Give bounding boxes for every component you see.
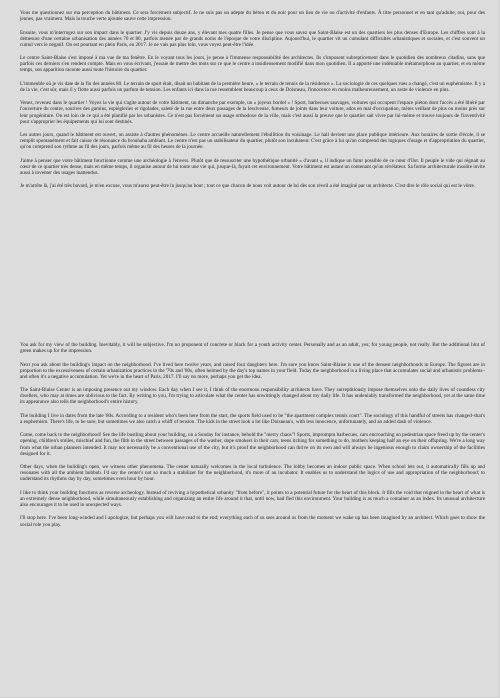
- french-paragraph: Je m'arrête là, j'ai été très bavard, je m'en excuse, vous m'aurez peut-être lu jusqu'au bout ; tout ce que chacun de nous voit autour de lui dès son réveil a été imaginé par un architecte. C'est dire le rôle social qui est le vôtre.: [20, 183, 476, 190]
- french-paragraph: Venez, revenez dans le quartier ! Voyez la vie qui s'agite autour de votre bâtiment, un dimanche par exemple, un « joyeux bordel » ! Sport, barbecues sauvages, voitures qui occupent l'espace piéton dont l'accès a été libéré par l'ouverture du centre, sourires des gamins, espiègleries et rigolades, saleté de la rue entre deux passages de la lessiveuse, fumeurs de joints dans leur voiture, ados en mal d'occupation, mères veillant de plus ou moins près sur leur progéniture. On est loin de ce qui a été planifié par les urbanistes. Ce n'est pas forcément un usage orthodoxe de la ville, mais c'est aussi la preuve que le quartier sait vivre par lui-même et trouve toujours de l'inventivité pour s'approprier les équipements qui lui sont destinés.: [20, 100, 485, 125]
- english-paragraph: I'll stop here. I've been long-winded and I apologize, but perhaps you will have read to the end; everything each of us sees around us from the moment we wake up has been imagined by an architect. Which goes to show the social role you play.: [20, 515, 485, 528]
- french-letter: [20, 10, 485, 197]
- english-paragraph: You ask for my view of the building. Inevitably, it will be subjective. I'm no proponent of concrete or black for a youth activity center. Personally and as an adult, yes; for young people, not really. But the additional hint of green makes up for the impression.: [20, 342, 485, 355]
- french-paragraph: L'immeuble où je vis date de la fin des années 80. Le terrain de sport était, disait un habitant de la première heure, « le terrain de tennis de la résidence ». La sociologie de ces quelques rues a changé, c'est un euphémisme. Il y a de la vie, c'est sûr, mais il y flotte aussi parfois un parfum de tension. Les enfants ici dans la rue ressemblent beaucoup à ceux de Doisneau, l'innocence en moins malheureusement, un zeste de violence en plus.: [20, 80, 485, 93]
- english-paragraph: Come, come back to the neighborhood! See the life bustling about your building, on a Sunday for instance, behold the "merry chaos"! Sports, impromptu barbecues, cars encroaching on pedestrian space freed up by the center's opening, children's smiles, mischief and fun, the filth in the street between passages of the washer, dope smokers in their cars, teens itching for something to do, mothers keeping half an eye on their offspring. We're a long way from what the urban planners intended. It may not necessarily be a conventional use of the city, but it's proof the neighborhood can thrive on its own and will always be ingenious enough to claim ownership of the facilities designed for it.: [20, 432, 485, 457]
- french-paragraph: Les autres jours, quand le bâtiment est ouvert, on assiste à d'autres phénomènes. Le centre accueille naturellement l'ébullition du voisinage. Le hall devient une place publique intérieure. Aux horaires de sortie d'école, il se remplit spontanément et fait caisse de résonance du brouhaha ambiant. Le centre n'est pas un stabilisateur du quartier, plutôt son incubateur. C'est grâce à lui qu'on comprend des logiques d'usage et d'appropriation du quartier, qu'on comprend son rythme au fil des jours, parfois même au fil des heures de la journée.: [20, 132, 485, 151]
- english-paragraph: Next you ask about the building's impact on the neighborhood. I've lived here twelve years, and raised four daughters here. I'm sure you know Saint-Blaise is one of the densest neighborhoods in Europe. The figures are in proportion to the excessiveness of certain urbanization practices in the '70s and '80s, often helmed by the day's top names in your field. Today the neighborhood is a living place that accumulates social and urbanistic problems–and often it's a negative accumulation. Yet we're in the heart of Paris, 2017. I'll say no more, perhaps you get the idea.: [20, 361, 485, 380]
- english-paragraph: The building I live in dates from the late '80s. According to a resident who's been here from the start, the sports field used to be "the apartment complex tennis court". The sociology of this handful of streets has changed–that's a euphemism. There's life, to be sure, but sometimes we also catch a whiff of tension. The kids in the street look a lot like Doisneau's, with less innocence, unfortunately, and an added dash of violence.: [20, 412, 485, 425]
- english-paragraph: Other days, when the building's open, we witness other phenomena. The center naturally welcomes in the local turbulence. The lobby becomes an indoor public space. When school lets out, it automatically fills up and resonates with all the ambient hubbub. I'd say the center's not so much a stabilizer for the neighborhood, it's more of an incubator. It enables us to understand the logics of use and appropriation of the neighborhood; to understand its rhythms day by day, sometimes even hour by hour.: [20, 464, 485, 483]
- french-paragraph: Ensuite, vous m'interrogez sur son impact dans le quartier. J'y vis depuis douze ans, y élevant mes quatre filles. Je pense que vous savez que Saint-Blaise est un des quartiers les plus denses d'Europe. Les chiffres sont à la démesure d'une certaine urbanisation des années 70 et 80, parfois menée par de grands noms de l'époque de votre discipline. Aujourd'hui, le quartier vit un cumulant difficultés urbanistiques et sociales, et c'est souvent un cumul vers le négatif. On est pourtant en plein Paris, en 2017. Je ne vais pas plus loin, vous voyez peut-être l'idée.: [20, 29, 485, 48]
- french-paragraph: J'aime à penser que votre bâtiment fonctionne comme une archéologie à l'envers. Plutôt que de ressusciter une hypothétique urbanité « d'avant », il indique un futur possible de ce cœur d'îlot. Il peuple le vide qui régnait au cœur de ce quartier très dense, mais en même temps, il organise autour de lui toute une vie qui, jusque-là, fuyait cet environnement. Votre bâtiment est autant un contenant qu'un révélateur. Sa forme architecturale insolite invite aussi à inventer des usages inattendus.: [20, 157, 485, 177]
- french-paragraph: Vous me questionnez sur ma perception du bâtiment. Ce sera forcément subjectif. Je ne suis pas un adepte du béton et du noir pour un lieu de vie ou d'activité d'enfants. À titre personnel et en tant qu'adulte, oui, pour des jeunes, pas vraiment. Mais la touche verte ajoutée sauve cette impression.: [20, 10, 485, 23]
- french-paragraph: Le centre Saint-Blaise s'est imposé à ma vue de ma fenêtre. En le voyant tous les jours, je pense à l'immense responsabilité des architectes. Ils s'imposent subrepticement dans le quotidien des nombreux citadins, sans que parfois ces derniers s'en rendent compte. Mais en vous écrivant, j'essaie de mettre des mots sur ce que le centre a insidieusement modifié dans mon quotidien. Il a apporté une indéniable métamorphose au quartier, et en même temps, son apparition raconte aussi toute l'histoire du quartier.: [20, 55, 485, 74]
- english-letter: [20, 342, 485, 535]
- english-paragraph: The Saint-Blaise Center is an imposing presence out my window. Each day when I see it, I think of the enormous responsibility architects have. They surreptitiously impose themselves onto the daily lives of countless city dwellers, who may at times are oblivious to the fact. By writing to you, I'm trying to articulate what the center has unwittingly changed about my daily life. It has undeniably transformed the neighborhood, yet at the same time its appearance also tells the neighborhood's entire history.: [20, 387, 485, 406]
- english-paragraph: I like to think your building functions as reverse archeology. Instead of reviving a hypothetical urbanity "from before", it points to a potential future for the heart of this block. It fills the void that reigned in the heart of what is an extremely dense neighborhood, while simultaneously establishing and organizing an entire life around it that, until now, had fled this environment. Your building is as much a container as an index. Its unusual architecture also encourages it to be used in unexpected ways.: [20, 489, 485, 509]
